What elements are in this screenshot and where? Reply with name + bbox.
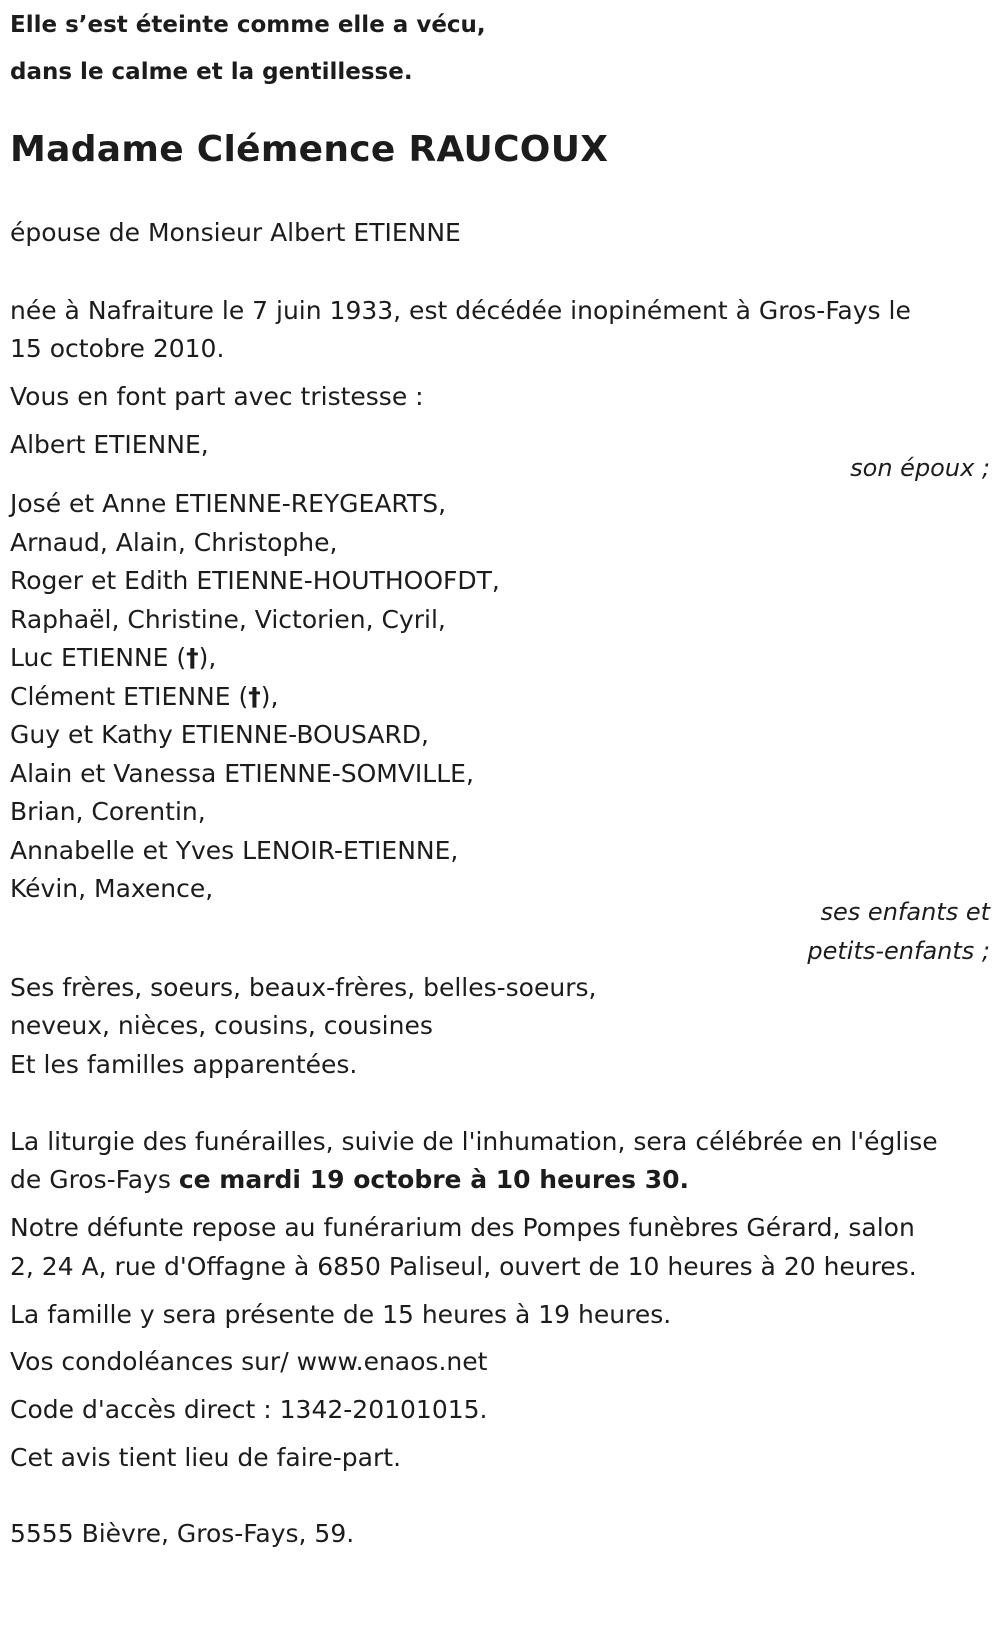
member-name: Clément ETIENNE (	[10, 682, 249, 711]
condolences-line: Vos condoléances sur/ www.enaos.net	[10, 1347, 488, 1376]
funerarium-line-2: 2, 24 A, rue d'Offagne à 6850 Paliseul, ouvert de 10 heures à 20 heures.	[10, 1252, 917, 1281]
member-suffix: ),	[260, 682, 279, 711]
family-line-2: neveux, nièces, cousins, cousines	[10, 1011, 433, 1040]
family-line-3: Et les familles apparentées.	[10, 1050, 358, 1079]
birth-death-line-2: 15 octobre 2010.	[10, 334, 225, 363]
funerarium-line-1: Notre défunte repose au funérarium des Pompes funèbres Gérard, salon	[10, 1213, 915, 1242]
child-member: Alain et Vanessa ETIENNE-SOMVILLE,	[10, 759, 474, 788]
liturgy-datetime: ce mardi 19 octobre à 10 heures 30.	[178, 1165, 689, 1194]
child-member: Guy et Kathy ETIENNE-BOUSARD,	[10, 720, 430, 749]
grandchild-member: Arnaud, Alain, Christophe,	[10, 528, 338, 557]
liturgy-line-2	[10, 1165, 689, 1195]
spouse-line: épouse de Monsieur Albert ETIENNE	[10, 218, 461, 247]
member-suffix: ),	[198, 643, 217, 672]
child-member: Roger et Edith ETIENNE-HOUTHOOFDT,	[10, 566, 500, 595]
grandchild-member: Kévin, Maxence,	[10, 874, 214, 903]
cross-icon: †	[248, 682, 261, 711]
liturgy-place: de Gros-Fays	[10, 1165, 179, 1194]
address-line: 5555 Bièvre, Gros-Fays, 59.	[10, 1519, 355, 1548]
relation-children-line-1: ses enfants et	[820, 898, 990, 926]
spouse-member: Albert ETIENNE,	[10, 430, 209, 459]
liturgy-line-1: La liturgie des funérailles, suivie de l'inhumation, sera célébrée en l'église	[10, 1127, 938, 1156]
announce-line: Vous en font part avec tristesse :	[10, 382, 424, 411]
birth-death-line-1: née à Nafraiture le 7 juin 1933, est décédée inopinément à Gros-Fays le	[10, 296, 911, 325]
intro-line-1: Elle s’est éteinte comme elle a vécu,	[10, 12, 486, 38]
child-member: José et Anne ETIENNE-REYGEARTS,	[10, 489, 447, 518]
relation-spouse: son époux ;	[850, 454, 990, 482]
notice-line: Cet avis tient lieu de faire-part.	[10, 1443, 402, 1472]
grandchild-member: Raphaël, Christine, Victorien, Cyril,	[10, 605, 446, 634]
child-member-deceased	[10, 682, 278, 712]
relation-children-line-2: petits-enfants ;	[807, 937, 990, 965]
child-member: Annabelle et Yves LENOIR-ETIENNE,	[10, 836, 459, 865]
access-code: Code d'accès direct : 1342-20101015.	[10, 1395, 488, 1424]
family-line-1: Ses frères, soeurs, beaux-frères, belles-soeurs,	[10, 973, 597, 1002]
child-member-deceased	[10, 643, 216, 673]
cross-icon: †	[186, 643, 199, 672]
grandchild-member: Brian, Corentin,	[10, 797, 206, 826]
family-presence: La famille y sera présente de 15 heures à 19 heures.	[10, 1300, 672, 1329]
member-name: Luc ETIENNE (	[10, 643, 187, 672]
deceased-name: Madame Clémence RAUCOUX	[10, 129, 609, 170]
intro-line-2: dans le calme et la gentillesse.	[10, 59, 413, 85]
